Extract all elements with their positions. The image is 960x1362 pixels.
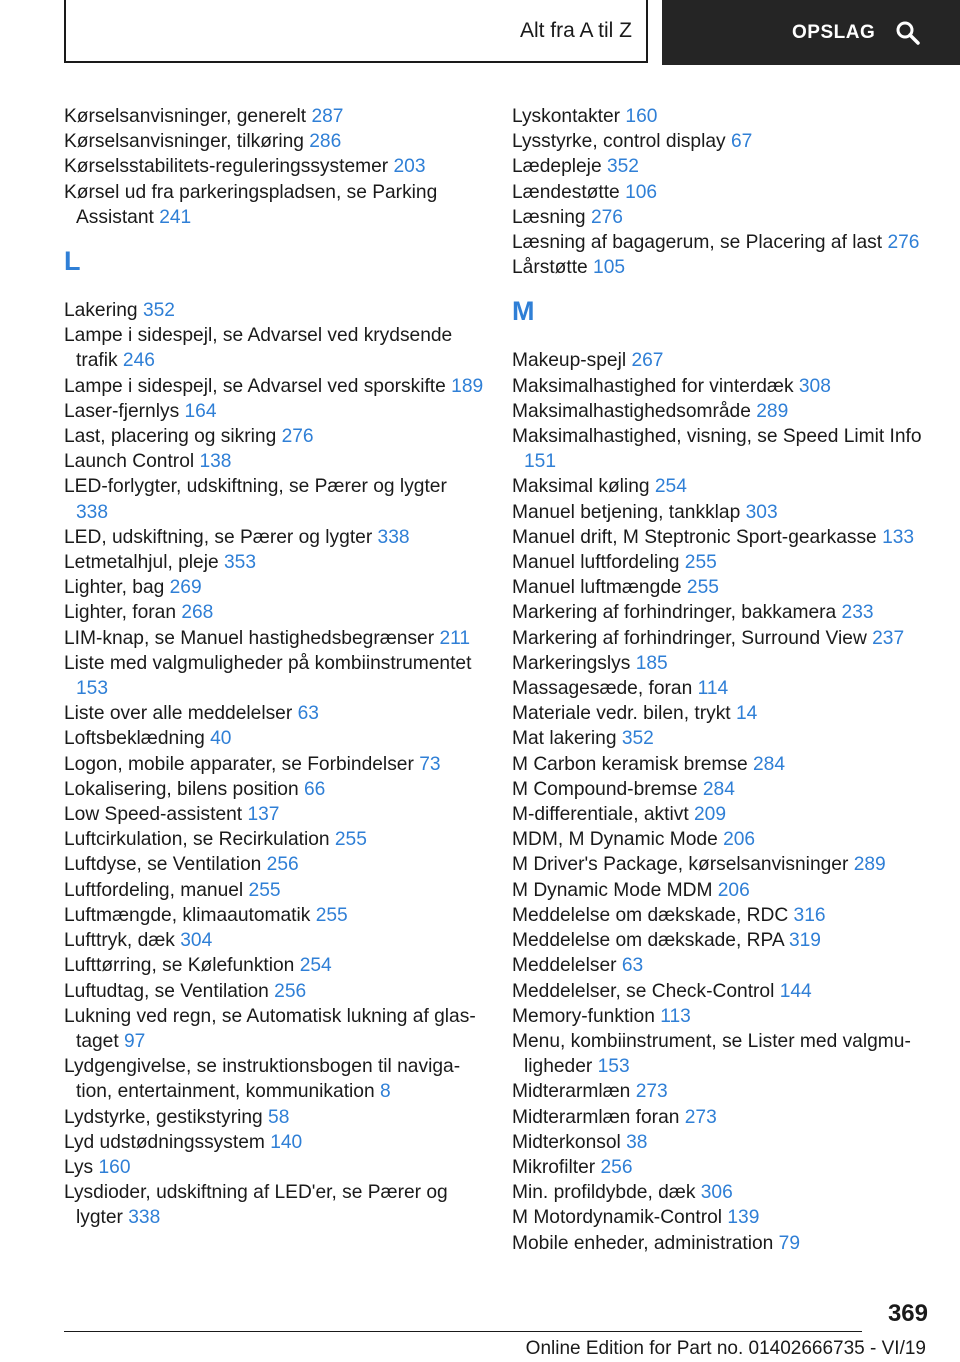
index-page-link[interactable]: 153 <box>597 1056 630 1078</box>
index-entry <box>512 979 932 1004</box>
index-entry <box>512 500 932 525</box>
index-entry <box>64 827 484 852</box>
index-entry <box>64 1130 484 1155</box>
index-page-link[interactable]: 14 <box>735 703 758 725</box>
index-entry-term: Manuel luftmængde <box>512 577 687 599</box>
index-entry-term: Lydgengivelse, se instruktionsbogen til navigation, entertainment, kommunikation <box>64 1056 461 1103</box>
index-entry-term: Kørsel ud fra parkeringspladsen, se Parking Assistant <box>64 181 438 228</box>
index-page-link[interactable]: 151 <box>524 451 557 473</box>
index-page-link[interactable]: 38 <box>626 1131 648 1153</box>
index-page-link[interactable]: 255 <box>334 829 367 851</box>
index-page-link[interactable]: 352 <box>606 156 639 178</box>
index-entry-term: M Carbon keramisk bremse <box>512 753 753 775</box>
index-page-link[interactable]: 338 <box>377 526 410 548</box>
index-entry <box>64 180 484 230</box>
index-page-link[interactable]: 133 <box>882 526 915 548</box>
index-entry-term: Markering af forhindringer, Surround View <box>512 627 873 649</box>
index-entry <box>512 600 932 625</box>
index-entries-k <box>64 104 484 230</box>
index-entry <box>512 575 932 600</box>
tab-alt-fra-a-til-z[interactable] <box>64 0 648 63</box>
index-entry-term: Mikrofilter <box>512 1156 601 1178</box>
index-entry <box>512 104 932 129</box>
index-entry <box>512 1004 932 1029</box>
index-page-link[interactable]: 237 <box>872 627 905 649</box>
index-entry-term: Luftudtag, se Ventilation <box>64 980 275 1002</box>
index-entry-term: Menu, kombiinstrument, se Lister med valgmuligheder <box>512 1030 911 1078</box>
index-entry <box>512 348 932 373</box>
index-entry <box>64 852 484 877</box>
index-entry-term: Lighter, foran <box>64 602 182 624</box>
index-entry <box>512 550 932 575</box>
index-entry <box>64 1155 484 1180</box>
index-page-link[interactable]: 58 <box>268 1106 290 1128</box>
index-letter-heading: M <box>512 296 535 327</box>
index-entry <box>64 928 484 953</box>
index-entry <box>64 399 484 424</box>
index-entry-term: Kørselsstabilitets-reguleringssystemer <box>64 156 394 178</box>
index-page-link[interactable]: 338 <box>76 501 109 523</box>
index-entry-term: Luftfordeling, manuel <box>64 879 249 901</box>
index-entry <box>64 323 484 373</box>
index-entry-term: Lysdioder, udskiftning af LED'er, se Pærer og lygter <box>64 1182 448 1229</box>
index-page-link[interactable]: 79 <box>778 1232 800 1254</box>
index-page-link[interactable]: 256 <box>266 854 299 876</box>
index-page-link[interactable]: 306 <box>700 1182 733 1204</box>
index-entry <box>64 104 484 129</box>
index-entry-term: Laser-fjernlys <box>64 400 185 422</box>
index-entry-term: Last, placering og sikring <box>64 426 282 448</box>
index-entry-term: Low Speed-assistent <box>64 804 248 826</box>
index-page-link[interactable]: 160 <box>625 106 658 127</box>
index-entry <box>512 928 932 953</box>
index-page-link[interactable]: 139 <box>727 1207 760 1229</box>
index-entry <box>64 600 484 625</box>
index-page-link[interactable]: 203 <box>393 156 426 178</box>
index-page-link[interactable]: 256 <box>600 1156 633 1178</box>
index-entry <box>64 752 484 777</box>
index-entry <box>512 255 932 280</box>
index-entry <box>64 903 484 928</box>
index-entry-term: Min. profildybde, dæk <box>512 1182 701 1204</box>
index-entry <box>512 701 932 726</box>
index-entry-term: Lyskontakter <box>512 106 626 127</box>
index-page-link[interactable]: 287 <box>311 106 344 127</box>
index-entry-term: Manuel betjening, tankklap <box>512 501 746 523</box>
index-entry <box>512 525 932 550</box>
index-column-right <box>512 104 932 1256</box>
index-entry-term: Midterkonsol <box>512 1131 627 1153</box>
index-page-link[interactable]: 273 <box>684 1106 717 1128</box>
index-page-link[interactable]: 255 <box>248 879 281 901</box>
index-entry <box>64 525 484 550</box>
index-entry-term: M Compound-bremse <box>512 778 703 800</box>
index-page-link[interactable]: 113 <box>660 1005 691 1027</box>
index-entry <box>512 903 932 928</box>
index-entry <box>64 726 484 751</box>
index-page-link[interactable]: 106 <box>625 181 658 203</box>
index-page-link[interactable]: 63 <box>621 955 644 977</box>
index-page-link[interactable]: 256 <box>274 980 307 1002</box>
index-entry-term: Massagesæde, foran <box>512 678 698 700</box>
index-entry-term: Lighter, bag <box>64 577 170 599</box>
index-page-link[interactable]: 206 <box>717 879 750 901</box>
index-page-link[interactable]: 273 <box>635 1081 668 1103</box>
index-entry <box>512 1130 932 1155</box>
index-entry-term: Markeringslys <box>512 652 636 674</box>
index-entry <box>64 474 484 524</box>
index-entry <box>64 1105 484 1130</box>
index-entry <box>512 424 932 474</box>
index-entry <box>512 180 932 205</box>
index-entry-term: Markering af forhindringer, bakkamera <box>512 602 842 624</box>
index-page-link[interactable]: 185 <box>635 652 668 674</box>
index-entry-term: Læsning <box>512 206 591 228</box>
index-entry-term: Lydstyrke, gestikstyring <box>64 1106 269 1128</box>
index-page-link[interactable]: 144 <box>779 980 812 1002</box>
index-entry <box>512 878 932 903</box>
index-entry <box>64 802 484 827</box>
index-page-link[interactable]: 353 <box>224 552 257 574</box>
index-page-link[interactable]: 140 <box>270 1131 303 1153</box>
index-entry-term: Manuel luftfordeling <box>512 552 685 574</box>
index-entry-term: Luftcirkulation, se Recirkulation <box>64 829 335 851</box>
index-entry-term: Lys <box>64 1156 99 1178</box>
index-entry <box>512 1029 932 1079</box>
index-page-link[interactable]: 289 <box>756 400 789 422</box>
index-entry-term: Logon, mobile apparater, se Forbindelser <box>64 753 420 775</box>
index-page-link[interactable]: 303 <box>745 501 778 523</box>
index-entry <box>512 1079 932 1104</box>
index-page-link[interactable]: 73 <box>419 753 441 775</box>
index-entry <box>64 154 484 179</box>
index-page-link[interactable]: 284 <box>702 778 735 800</box>
index-entry-term: Meddelelse om dækskade, RPA <box>512 930 789 952</box>
index-entry-term: Midterarmlæn <box>512 1081 636 1103</box>
index-entry <box>64 550 484 575</box>
index-entry-term: Lampe i sidespejl, se Advarsel ved sporskifte <box>64 375 452 397</box>
index-entry <box>512 230 932 255</box>
index-entry <box>64 575 484 600</box>
index-entry-term: Liste med valgmuligheder på kombiinstrumentet <box>64 652 472 674</box>
index-entry <box>512 626 932 651</box>
index-entry-term: Maksimalhastighed for vinterdæk <box>512 375 799 397</box>
index-page-link[interactable]: 286 <box>309 131 342 153</box>
index-entry-term: LIM-knap, se Manuel hastighedsbegrænser <box>64 627 440 649</box>
index-entry <box>64 626 484 651</box>
index-entry-term: Lysstyrke, control display <box>512 131 731 153</box>
index-page-link[interactable]: 63 <box>297 703 319 725</box>
index-page-link[interactable]: 164 <box>184 400 217 422</box>
index-entry <box>64 1004 484 1054</box>
index-entry-term: Midterarmlæn foran <box>512 1106 685 1128</box>
index-page-link[interactable]: 254 <box>654 476 687 498</box>
index-entry <box>512 777 932 802</box>
index-entry <box>512 827 932 852</box>
index-page-link[interactable]: 276 <box>887 232 920 254</box>
index-entry-term: Lokalisering, bilens position <box>64 778 304 800</box>
index-entry-term: Maksimal køling <box>512 476 655 498</box>
index-page-link[interactable]: 233 <box>841 602 874 624</box>
footer-edition-text: Online Edition for Part no. 01402666735 - VI/19 <box>525 1338 926 1359</box>
index-entry-term: Kørselsanvisninger, tilkøring <box>64 131 310 153</box>
index-entry-term: Materiale vedr. bilen, trykt <box>512 703 736 725</box>
index-entry <box>64 449 484 474</box>
index-entry <box>64 298 484 323</box>
index-entry <box>512 726 932 751</box>
index-entry <box>64 374 484 399</box>
index-entry <box>512 651 932 676</box>
index-entry-term: Lændestøtte <box>512 181 626 203</box>
index-page-link[interactable]: 206 <box>723 829 756 851</box>
tab-az-label: Alt fra A til Z <box>519 18 632 42</box>
index-page-link[interactable]: 319 <box>788 930 821 952</box>
index-page-link[interactable]: 40 <box>210 728 232 750</box>
footer-divider <box>64 1331 862 1332</box>
index-entry <box>64 129 484 154</box>
index-page-link[interactable]: 255 <box>315 904 348 926</box>
index-entry-term: LED, udskiftning, se Pærer og lygter <box>64 526 378 548</box>
index-page-link[interactable]: 189 <box>451 375 484 397</box>
index-page-link[interactable]: 246 <box>122 350 155 372</box>
index-page-link[interactable]: 8 <box>379 1081 391 1103</box>
index-page-link[interactable]: 138 <box>199 451 232 473</box>
index-page-link[interactable]: 137 <box>247 804 280 826</box>
index-entries-l <box>64 298 484 1231</box>
tab-opslag[interactable] <box>662 0 960 65</box>
index-entry <box>512 802 932 827</box>
index-entry-term: Meddelelser <box>512 955 622 977</box>
index-entry-term: Meddelelser, se Check-Control <box>512 980 780 1002</box>
index-page-link[interactable]: 276 <box>590 206 623 228</box>
index-entry-term: Liste over alle meddelelser <box>64 703 298 725</box>
index-entry-term: Lufttørring, se Kølefunktion <box>64 955 300 977</box>
index-page-link[interactable]: 267 <box>631 350 664 372</box>
index-entry <box>512 374 932 399</box>
index-entry <box>64 777 484 802</box>
index-page-link[interactable]: 316 <box>793 904 826 926</box>
index-entry-term: Makeup-spejl <box>512 350 632 372</box>
index-entry <box>512 676 932 701</box>
index-entry-term: M Driver's Package, kørselsanvisninger <box>512 854 854 876</box>
index-entry-term: Læsning af bagagerum, se Placering af last <box>512 232 888 254</box>
index-page-link[interactable]: 338 <box>128 1207 161 1229</box>
index-entry-term: Maksimalhastighedsområde <box>512 400 757 422</box>
index-entry <box>64 953 484 978</box>
index-entry <box>64 979 484 1004</box>
index-entry-term: Lampe i sidespejl, se Advarsel ved krydsende trafik <box>64 325 453 372</box>
index-page-link[interactable]: 289 <box>853 854 886 876</box>
index-entry <box>512 1205 932 1230</box>
search-icon <box>895 20 921 46</box>
index-page-link[interactable]: 284 <box>752 753 785 775</box>
index-entry <box>64 651 484 701</box>
index-entry-term: Loftsbeklædning <box>64 728 211 750</box>
index-page-link[interactable]: 304 <box>180 930 213 952</box>
index-entry <box>512 1155 932 1180</box>
index-entry-term: Lædepleje <box>512 156 607 178</box>
index-page-link[interactable]: 66 <box>303 778 326 800</box>
index-entry-term: Kørselsanvisninger, generelt <box>64 106 312 127</box>
index-page-link[interactable]: 308 <box>798 375 831 397</box>
index-entries-l-cont <box>512 104 932 280</box>
index-entry-term: LED-forlygter, udskiftning, se Pærer og lygter <box>64 476 447 498</box>
index-entry <box>512 205 932 230</box>
index-entry-term: Luftdyse, se Ventilation <box>64 854 267 876</box>
index-entry <box>512 154 932 179</box>
index-entry <box>64 1054 484 1104</box>
index-page-link[interactable]: 268 <box>181 602 214 624</box>
index-entry <box>512 1231 932 1256</box>
index-entry-term: Meddelelse om dækskade, RDC <box>512 904 794 926</box>
index-page-link[interactable]: 209 <box>694 804 727 826</box>
index-page-link[interactable]: 269 <box>169 577 202 599</box>
index-entries-m <box>512 348 932 1255</box>
index-entry-term: M Dynamic Mode MDM <box>512 879 718 901</box>
index-entry-term: Manuel drift, M Steptronic Sport-gearkasse <box>512 526 883 548</box>
index-entry <box>64 424 484 449</box>
index-entry-term: Lårstøtte <box>512 257 594 279</box>
index-entry-term: Maksimalhastighed, visning, se Speed Limit Info <box>512 426 922 448</box>
index-entry-term: MDM, M Dynamic Mode <box>512 829 724 851</box>
index-page-link[interactable]: 105 <box>593 257 626 279</box>
index-page-link[interactable]: 352 <box>142 300 175 322</box>
index-page-link[interactable]: 97 <box>124 1030 146 1052</box>
index-page-link[interactable]: 255 <box>686 577 719 599</box>
index-entry-term: M Motordynamik-Control <box>512 1207 728 1229</box>
index-entry <box>64 878 484 903</box>
top-navigation <box>0 0 960 66</box>
index-entry <box>512 129 932 154</box>
index-page-link[interactable]: 160 <box>98 1156 131 1178</box>
index-page-link[interactable]: 352 <box>621 728 654 750</box>
index-page-link[interactable]: 67 <box>730 131 753 153</box>
index-page-link[interactable]: 153 <box>76 678 109 700</box>
index-entry <box>512 852 932 877</box>
index-page-link[interactable]: 255 <box>684 552 717 574</box>
index-entry-term: Lakering <box>64 300 143 322</box>
index-page-link[interactable]: 211 <box>439 627 471 649</box>
index-entry <box>512 474 932 499</box>
index-entry <box>512 752 932 777</box>
index-entry-term: Lufttryk, dæk <box>64 930 181 952</box>
index-page-link[interactable]: 276 <box>281 426 314 448</box>
index-page-link[interactable]: 114 <box>697 678 729 700</box>
index-entry <box>64 701 484 726</box>
tab-opslag-label: OPSLAG <box>792 21 876 43</box>
index-entry <box>64 1180 484 1230</box>
index-entry <box>512 399 932 424</box>
index-entry-term: Lukning ved regn, se Automatisk lukning af glastaget <box>64 1005 476 1052</box>
index-column-left <box>64 104 484 1231</box>
index-page-link[interactable]: 241 <box>159 206 192 228</box>
index-entry-term: Letmetalhjul, pleje <box>64 552 224 574</box>
index-letter-heading: L <box>64 246 81 277</box>
index-entry <box>512 1180 932 1205</box>
index-entry-term: M-differentiale, aktivt <box>512 804 694 826</box>
index-entry <box>512 1105 932 1130</box>
index-entry-term: Mobile enheder, administration <box>512 1232 779 1254</box>
index-entry-term: Mat lakering <box>512 728 622 750</box>
index-entry-term: Memory-funktion <box>512 1005 661 1027</box>
index-entry-term: Lyd udstødningssystem <box>64 1131 271 1153</box>
page-number: 369 <box>887 1300 928 1327</box>
index-entry <box>512 953 932 978</box>
index-page-link[interactable]: 254 <box>299 955 332 977</box>
index-entry-term: Launch Control <box>64 451 200 473</box>
index-entry-term: Luftmængde, klimaautomatik <box>64 904 316 926</box>
